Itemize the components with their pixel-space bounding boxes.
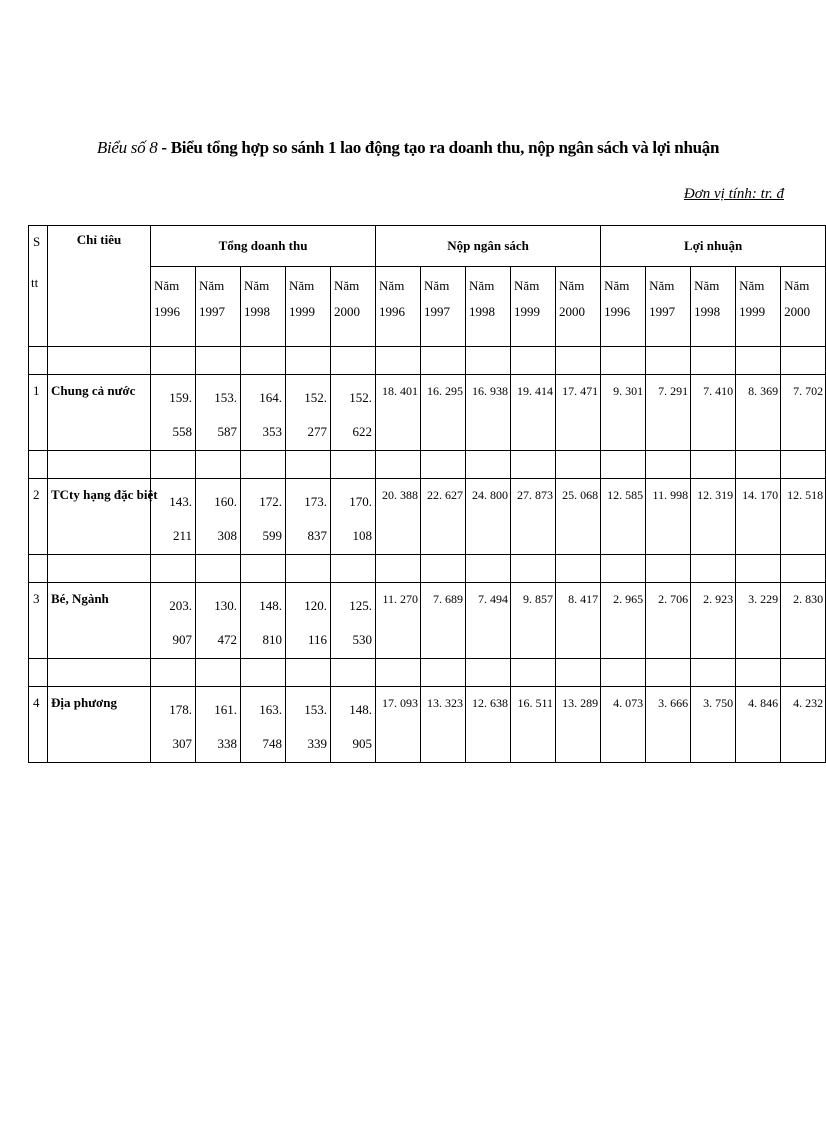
table-row <box>29 375 826 451</box>
revenue-value-lower: 307 <box>172 736 192 751</box>
revenue-value-lower: 905 <box>352 736 373 751</box>
revenue-cell <box>196 479 241 555</box>
year-header-cell <box>331 267 376 347</box>
year-header-cell <box>241 267 286 347</box>
empty-cell <box>241 347 286 375</box>
revenue-value-upper: 152. <box>304 390 327 405</box>
row-stt: 2 <box>29 479 48 555</box>
revenue-cell <box>196 583 241 659</box>
revenue-value-lower: 339 <box>307 736 327 751</box>
year-value: 1998 <box>469 304 496 319</box>
profit-cell: 2. 965 <box>601 583 646 659</box>
year-header-cell <box>691 267 736 347</box>
revenue-value-lower: 558 <box>172 424 192 439</box>
empty-cell <box>29 347 48 375</box>
empty-cell <box>556 451 601 479</box>
year-value: 1999 <box>289 304 315 319</box>
empty-cell <box>421 451 466 479</box>
profit-cell: 3. 750 <box>691 687 736 763</box>
budget-cell: 22. 627 <box>421 479 466 555</box>
revenue-cell <box>286 375 331 451</box>
revenue-cell <box>331 687 376 763</box>
row-name: TCty hạng đặc biệt <box>48 479 151 555</box>
year-header-cell <box>781 267 826 347</box>
revenue-cell <box>331 479 376 555</box>
year-header-cell <box>556 267 601 347</box>
empty-cell <box>286 347 331 375</box>
empty-cell <box>781 659 826 687</box>
empty-cell <box>466 451 511 479</box>
revenue-value-upper: 153. <box>214 390 237 405</box>
year-header-cell <box>421 267 466 347</box>
revenue-value-upper: 178. <box>169 702 192 717</box>
profit-cell: 9. 301 <box>601 375 646 451</box>
profit-cell: 4. 232 <box>781 687 826 763</box>
unit-label: Đơn vị tính: tr. đ <box>683 186 784 202</box>
revenue-value-lower: 837 <box>307 528 327 543</box>
empty-cell <box>511 451 556 479</box>
empty-cell <box>376 659 421 687</box>
row-stt: 3 <box>29 583 48 659</box>
profit-cell: 8. 369 <box>736 375 781 451</box>
empty-cell <box>691 347 736 375</box>
year-prefix: Năm <box>424 278 450 293</box>
year-header-cell <box>376 267 421 347</box>
year-value: 1997 <box>649 304 676 319</box>
budget-cell: 11. 270 <box>376 583 421 659</box>
empty-cell <box>556 555 601 583</box>
budget-cell: 16. 295 <box>421 375 466 451</box>
empty-cell <box>196 659 241 687</box>
row-stt: 4 <box>29 687 48 763</box>
year-prefix: Năm <box>694 278 720 293</box>
header-row-groups <box>29 226 826 267</box>
revenue-value-lower: 530 <box>352 632 373 647</box>
revenue-value-upper: 173. <box>304 494 327 509</box>
revenue-cell <box>286 687 331 763</box>
empty-cell <box>241 659 286 687</box>
empty-cell <box>781 347 826 375</box>
budget-cell: 12. 638 <box>466 687 511 763</box>
header-group-budget: Nộp ngân sách <box>376 226 601 267</box>
profit-cell: 2. 830 <box>781 583 826 659</box>
revenue-cell <box>241 583 286 659</box>
revenue-cell <box>286 479 331 555</box>
budget-cell: 13. 289 <box>556 687 601 763</box>
year-value: 2000 <box>559 304 586 319</box>
revenue-cell <box>151 583 196 659</box>
comparison-table <box>28 225 826 763</box>
profit-cell: 12. 319 <box>691 479 736 555</box>
year-value: 1996 <box>604 304 631 319</box>
year-header-cell <box>196 267 241 347</box>
revenue-value-upper: 163. <box>259 702 282 717</box>
revenue-value-lower: 472 <box>217 632 237 647</box>
year-value: 1997 <box>199 304 225 319</box>
empty-cell <box>48 451 151 479</box>
empty-cell <box>331 347 376 375</box>
revenue-value-lower: 338 <box>217 736 237 751</box>
empty-cell <box>601 555 646 583</box>
empty-cell <box>331 659 376 687</box>
empty-cell <box>691 451 736 479</box>
empty-cell <box>421 659 466 687</box>
revenue-value-upper: 143. <box>169 494 192 509</box>
header-stt-tt: tt <box>29 267 48 347</box>
empty-cell <box>736 555 781 583</box>
budget-cell: 9. 857 <box>511 583 556 659</box>
budget-cell: 16. 938 <box>466 375 511 451</box>
document-title <box>0 138 816 158</box>
row-name: Địa phương <box>48 687 151 763</box>
budget-cell: 16. 511 <box>511 687 556 763</box>
revenue-cell <box>331 583 376 659</box>
revenue-value-lower: 277 <box>307 424 327 439</box>
revenue-value-lower: 353 <box>262 424 282 439</box>
budget-cell: 7. 689 <box>421 583 466 659</box>
header-name: Chỉ tiêu <box>48 226 151 347</box>
empty-cell <box>29 451 48 479</box>
budget-cell: 13. 323 <box>421 687 466 763</box>
empty-cell <box>196 555 241 583</box>
revenue-cell <box>151 687 196 763</box>
revenue-value-lower: 599 <box>262 528 282 543</box>
year-prefix: Năm <box>559 278 585 293</box>
revenue-value-lower: 907 <box>172 632 192 647</box>
empty-cell <box>781 451 826 479</box>
empty-cell <box>781 555 826 583</box>
year-header-cell <box>151 267 196 347</box>
profit-cell: 2. 923 <box>691 583 736 659</box>
year-value: 1997 <box>424 304 451 319</box>
year-prefix: Năm <box>604 278 630 293</box>
empty-cell <box>48 347 151 375</box>
year-prefix: Năm <box>784 278 810 293</box>
year-prefix: Năm <box>739 278 765 293</box>
empty-cell <box>286 451 331 479</box>
profit-cell: 7. 291 <box>646 375 691 451</box>
empty-cell <box>286 555 331 583</box>
empty-cell <box>48 555 151 583</box>
empty-cell <box>29 555 48 583</box>
row-name: Chung cả nước <box>48 375 151 451</box>
empty-cell <box>376 347 421 375</box>
revenue-cell <box>196 687 241 763</box>
revenue-cell <box>196 375 241 451</box>
budget-cell: 25. 068 <box>556 479 601 555</box>
empty-cell <box>646 451 691 479</box>
table-row <box>29 687 826 763</box>
revenue-value-upper: 148. <box>349 702 373 717</box>
spacer-row <box>29 659 826 687</box>
revenue-cell <box>286 583 331 659</box>
empty-cell <box>331 555 376 583</box>
revenue-cell <box>151 375 196 451</box>
revenue-value-lower: 748 <box>262 736 282 751</box>
revenue-value-lower: 308 <box>217 528 237 543</box>
empty-cell <box>736 451 781 479</box>
revenue-value-upper: 152. <box>349 390 373 405</box>
year-header-cell <box>601 267 646 347</box>
year-prefix: Năm <box>379 278 405 293</box>
revenue-value-upper: 172. <box>259 494 282 509</box>
revenue-cell <box>241 375 286 451</box>
year-value: 1996 <box>379 304 406 319</box>
empty-cell <box>601 347 646 375</box>
spacer-row <box>29 347 826 375</box>
year-prefix: Năm <box>289 278 315 293</box>
year-header-cell <box>286 267 331 347</box>
spacer-row <box>29 555 826 583</box>
budget-cell: 8. 417 <box>556 583 601 659</box>
empty-cell <box>421 555 466 583</box>
year-header-cell <box>511 267 556 347</box>
empty-cell <box>376 555 421 583</box>
empty-cell <box>511 659 556 687</box>
empty-cell <box>736 659 781 687</box>
profit-cell: 3. 229 <box>736 583 781 659</box>
profit-cell: 4. 073 <box>601 687 646 763</box>
empty-cell <box>511 555 556 583</box>
year-prefix: Năm <box>469 278 495 293</box>
header-stt: S <box>29 226 48 267</box>
year-prefix: Năm <box>649 278 675 293</box>
year-value: 1999 <box>739 304 766 319</box>
revenue-value-upper: 159. <box>169 390 192 405</box>
empty-cell <box>151 451 196 479</box>
revenue-value-upper: 161. <box>214 702 237 717</box>
year-prefix: Năm <box>514 278 540 293</box>
header-group-profit: Lợi nhuận <box>601 226 826 267</box>
year-value: 1998 <box>244 304 270 319</box>
year-value: 2000 <box>784 304 811 319</box>
budget-cell: 7. 494 <box>466 583 511 659</box>
empty-cell <box>646 555 691 583</box>
revenue-cell <box>331 375 376 451</box>
budget-cell: 17. 093 <box>376 687 421 763</box>
profit-cell: 4. 846 <box>736 687 781 763</box>
revenue-value-lower: 108 <box>352 528 373 543</box>
empty-cell <box>331 451 376 479</box>
empty-cell <box>556 347 601 375</box>
spacer-row <box>29 451 826 479</box>
year-value: 1998 <box>694 304 721 319</box>
header-group-revenue: Tổng doanh thu <box>151 226 376 267</box>
budget-cell: 27. 873 <box>511 479 556 555</box>
year-header-cell <box>646 267 691 347</box>
empty-cell <box>196 347 241 375</box>
empty-cell <box>466 347 511 375</box>
empty-cell <box>151 659 196 687</box>
empty-cell <box>241 451 286 479</box>
revenue-value-lower: 810 <box>262 632 282 647</box>
table-row <box>29 583 826 659</box>
year-value: 2000 <box>334 304 360 319</box>
year-prefix: Năm <box>244 278 270 293</box>
revenue-value-lower: 116 <box>307 632 327 647</box>
year-prefix: Năm <box>154 278 180 293</box>
row-name: Bé, Ngành <box>48 583 151 659</box>
empty-cell <box>29 659 48 687</box>
empty-cell <box>601 659 646 687</box>
budget-cell: 24. 800 <box>466 479 511 555</box>
empty-cell <box>646 659 691 687</box>
empty-cell <box>691 659 736 687</box>
revenue-value-upper: 164. <box>259 390 282 405</box>
revenue-value-lower: 587 <box>217 424 237 439</box>
revenue-value-upper: 125. <box>349 598 373 613</box>
budget-cell: 20. 388 <box>376 479 421 555</box>
empty-cell <box>691 555 736 583</box>
empty-cell <box>151 555 196 583</box>
empty-cell <box>646 347 691 375</box>
profit-cell: 7. 702 <box>781 375 826 451</box>
revenue-value-upper: 120. <box>304 598 327 613</box>
empty-cell <box>466 659 511 687</box>
year-prefix: Năm <box>334 278 360 293</box>
year-value: 1999 <box>514 304 541 319</box>
empty-cell <box>466 555 511 583</box>
revenue-value-upper: 130. <box>214 598 237 613</box>
revenue-value-upper: 160. <box>214 494 237 509</box>
profit-cell: 11. 998 <box>646 479 691 555</box>
year-header-cell <box>466 267 511 347</box>
title-prefix: Biểu số 8 <box>96 138 158 157</box>
empty-cell <box>286 659 331 687</box>
profit-cell: 3. 666 <box>646 687 691 763</box>
revenue-value-upper: 153. <box>304 702 327 717</box>
row-stt: 1 <box>29 375 48 451</box>
budget-cell: 19. 414 <box>511 375 556 451</box>
revenue-cell <box>241 687 286 763</box>
empty-cell <box>196 451 241 479</box>
profit-cell: 7. 410 <box>691 375 736 451</box>
budget-cell: 17. 471 <box>556 375 601 451</box>
revenue-value-lower: 211 <box>172 528 192 543</box>
year-value: 1996 <box>154 304 180 319</box>
revenue-value-upper: 170. <box>349 494 373 509</box>
empty-cell <box>601 451 646 479</box>
empty-cell <box>241 555 286 583</box>
revenue-value-lower: 622 <box>352 424 373 439</box>
profit-cell: 14. 170 <box>736 479 781 555</box>
empty-cell <box>556 659 601 687</box>
empty-cell <box>736 347 781 375</box>
revenue-value-upper: 203. <box>169 598 192 613</box>
profit-cell: 12. 585 <box>601 479 646 555</box>
empty-cell <box>421 347 466 375</box>
title-text: - Biểu tổng hợp so sánh 1 lao động tạo ra doanh thu, nộp ngân sách và lợi nhuận <box>161 138 720 157</box>
budget-cell: 18. 401 <box>376 375 421 451</box>
table-row <box>29 479 826 555</box>
profit-cell: 2. 706 <box>646 583 691 659</box>
empty-cell <box>151 347 196 375</box>
empty-cell <box>376 451 421 479</box>
revenue-cell <box>241 479 286 555</box>
year-prefix: Năm <box>199 278 225 293</box>
profit-cell: 12. 518 <box>781 479 826 555</box>
year-header-cell <box>736 267 781 347</box>
revenue-value-upper: 148. <box>259 598 282 613</box>
empty-cell <box>48 659 151 687</box>
empty-cell <box>511 347 556 375</box>
